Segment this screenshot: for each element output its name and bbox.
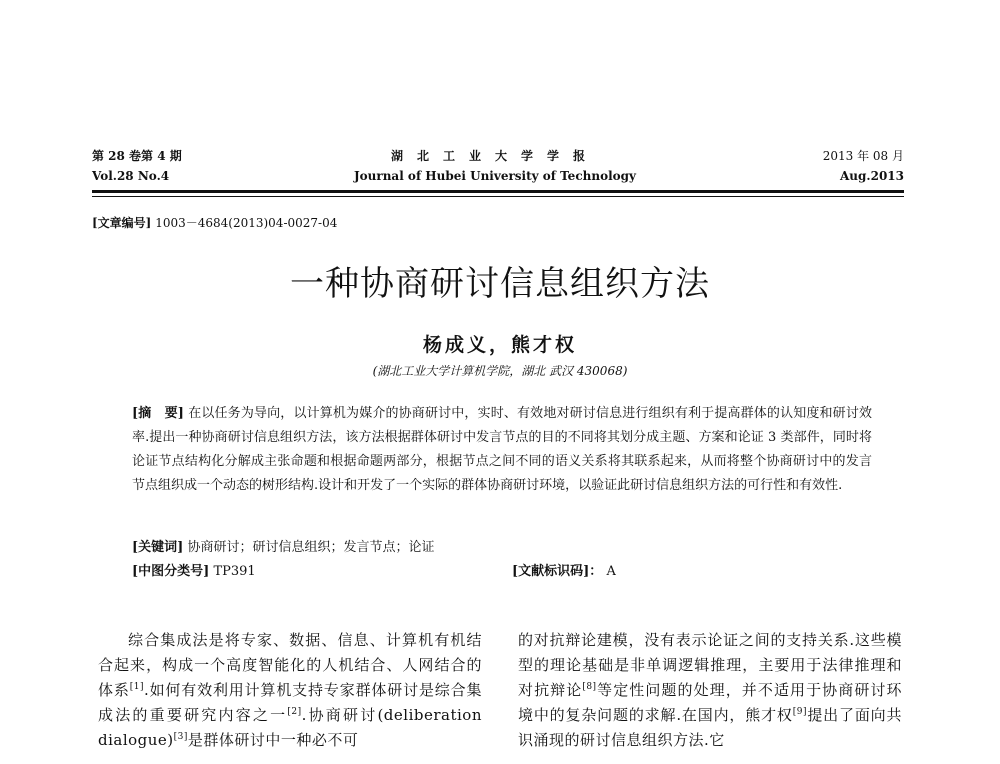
journal-name-en: Journal of Hubei University of Technology — [353, 169, 637, 183]
journal-name-cn: 湖北工业大学学报 — [390, 149, 599, 163]
document-code-label: [文献标识码]： — [512, 564, 603, 579]
keywords-value: 协商研讨；研讨信息组织；发言节点；论证 — [187, 540, 435, 555]
document-code-value: A — [606, 564, 616, 579]
citation-8: [8] — [582, 682, 597, 692]
abstract-text: 在以任务为导向，以计算机为媒介的协商研讨中，实时、有效地对研讨信息进行组织有利于提高群体的认知度和研讨效率.提出一种协商研讨信息组织方法，该方法根据群体研讨中发言节点的目的不同将其划分成主题、方案和论证 3 类部件，同时将论证节点结构化分解成主张命题和根据命题两部分，根据节点之间不同的语义关系将其联系起来，从而将整个协商研讨中的发言节点组织成一个动态的树形结构.设计和开发了一个实际的群体协商研讨环境，以验证此研讨信息组织方法的可行性和有效性. — [132, 406, 872, 493]
header-date-cn: 2013 年 08 月 — [822, 149, 904, 163]
citation-3: [3] — [173, 732, 188, 742]
classification-number — [132, 560, 256, 579]
keywords — [132, 536, 434, 555]
body-right-text-1: 的对抗辩论建模，没有表示论证之间的支持关系.这些模型的理论基础是非单调逻辑推理，主要用于法律推理和对抗辩论 — [518, 631, 902, 699]
body-right-text-2: 等定性问题的处理，并不适用于协商研讨环境中的复杂问题的求解.在国内，熊才权 — [518, 681, 902, 724]
paper-affiliation: (湖北工业大学计算机学院，湖北 武汉 430068) — [372, 364, 628, 378]
document-code — [512, 560, 616, 579]
abstract — [132, 402, 872, 498]
body-column-right — [518, 628, 902, 753]
header-volume-en: Vol.28 No.4 — [92, 169, 170, 183]
paper-title: 一种协商研讨信息组织方法 — [290, 264, 710, 304]
body-right-text-3: 提出了面向共识涌现的研讨信息组织方法.它 — [518, 706, 902, 749]
header-issue — [92, 146, 182, 186]
citation-9: [9] — [792, 707, 807, 717]
header-volume-cn: 第 28 卷第 4 期 — [92, 149, 182, 163]
article-number — [92, 214, 337, 231]
abstract-label: [摘 要] — [132, 406, 184, 421]
body-left-text-3: .协商研讨(deliberation dialogue) — [98, 706, 482, 749]
body-left-text-2: .如何有效利用计算机支持专家群体研讨是综合集成法的重要研究内容之一 — [98, 681, 482, 724]
citation-1: [1] — [129, 682, 144, 692]
keywords-label: [关键词] — [132, 540, 184, 555]
header-rule-thin — [92, 196, 904, 197]
classification-label: [中图分类号] — [132, 564, 210, 579]
citation-2: [2] — [287, 707, 302, 717]
header-journal — [330, 146, 660, 186]
classification-value: TP391 — [213, 564, 256, 579]
article-number-value: 1003－4684(2013)04-0027-04 — [155, 216, 338, 230]
header-rule-thick — [92, 190, 904, 193]
header-date — [823, 146, 904, 186]
body-column-left — [98, 628, 482, 753]
article-number-label: [文章编号] — [92, 216, 152, 230]
body-left-text-4: 是群体研讨中一种必不可 — [187, 731, 359, 749]
body-left-text-1: 综合集成法是将专家、数据、信息、计算机有机结合起来，构成一个高度智能化的人机结合、人网结合的体系 — [98, 631, 482, 699]
header-date-en: Aug.2013 — [839, 169, 904, 183]
paper-authors: 杨成义，熊才权 — [422, 334, 577, 356]
